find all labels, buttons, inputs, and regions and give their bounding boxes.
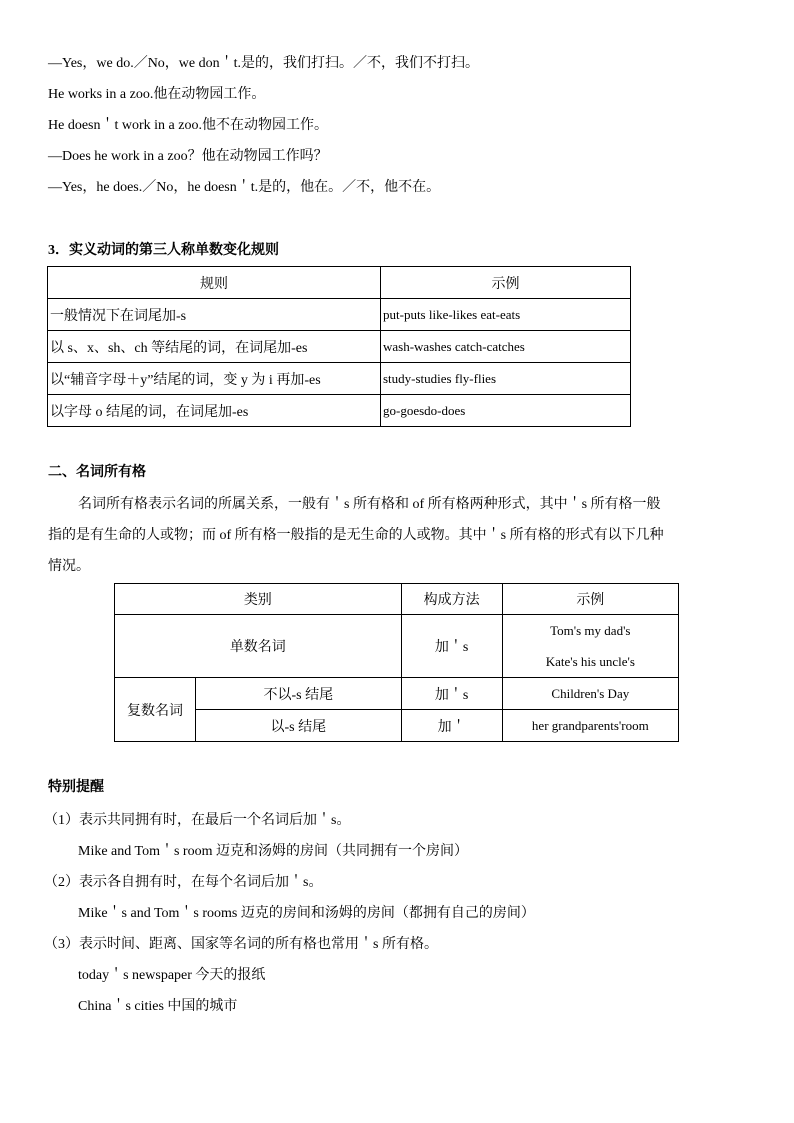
table-row — [115, 615, 679, 678]
header-category: 类别 — [115, 584, 402, 615]
example-line: Tom's my dad's — [550, 623, 631, 638]
reminder-example: China＇s cities 中国的城市 — [78, 999, 238, 1014]
rule-cell: 一般情况下在词尾加-s — [48, 299, 381, 331]
table-header-row — [48, 267, 631, 299]
example-line: —Does he work in a zoo？他在动物园工作吗？ — [48, 149, 328, 164]
table-row — [48, 299, 631, 331]
table-row — [115, 678, 679, 710]
table-row — [48, 363, 631, 395]
reminder-item: （1）表示共同拥有时，在最后一个名词后加＇s。 — [44, 813, 351, 828]
rule-cell: 以字母 o 结尾的词，在词尾加-es — [48, 395, 381, 427]
example-line: Kate's his uncle's — [545, 654, 635, 669]
example-cell: Children's Day — [502, 678, 678, 710]
reminder-example: today＇s newspaper 今天的报纸 — [78, 968, 266, 983]
method-cell: 加＇s — [401, 678, 502, 710]
example-cell — [502, 615, 678, 678]
reminder-example: Mike and Tom＇s room 迈克和汤姆的房间（共同拥有一个房间） — [78, 844, 468, 859]
table-row — [48, 395, 631, 427]
paragraph-line: 名词所有格表示名词的所属关系，一般有＇s 所有格和 of 所有格两种形式，其中＇s 所有格一般 — [78, 497, 661, 512]
possessive-paragraph — [48, 489, 748, 582]
category-singular: 单数名词 — [115, 615, 402, 678]
example-line: —Yes，we do.／No，we don＇t.是的，我们打扫。／不，我们不打扫。 — [48, 56, 480, 71]
table-row — [48, 331, 631, 363]
header-method: 构成方法 — [401, 584, 502, 615]
example-line: —Yes，he does.／No，he doesn＇t.是的，他在。／不，他不在。 — [48, 180, 441, 195]
third-person-rules-table — [47, 266, 631, 427]
paragraph-line: 情况。 — [48, 559, 90, 574]
example-line: He doesn＇t work in a zoo.他不在动物园工作。 — [48, 118, 328, 133]
rule-cell: 以 s、x、sh、ch 等结尾的词，在词尾加-es — [48, 331, 381, 363]
header-rule: 规则 — [48, 267, 381, 299]
method-cell: 加＇s — [401, 615, 502, 678]
example-cell: put-puts like-likes eat-eats — [381, 299, 631, 331]
example-cell: go-goesdo-does — [381, 395, 631, 427]
subcategory-cell: 以-s 结尾 — [196, 710, 402, 742]
example-line: He works in a zoo.他在动物园工作。 — [48, 87, 266, 102]
section-title: 3．实义动词的第三人称单数变化规则 — [48, 243, 279, 258]
category-plural: 复数名词 — [115, 678, 196, 742]
header-example: 示例 — [502, 584, 678, 615]
reminder-item: （3）表示时间、距离、国家等名词的所有格也常用＇s 所有格。 — [44, 937, 438, 952]
example-cell: study-studies fly-flies — [381, 363, 631, 395]
table-row — [115, 710, 679, 742]
section-title: 特别提醒 — [48, 780, 104, 795]
rule-cell: 以“辅音字母＋y”结尾的词，变 y 为 i 再加-es — [48, 363, 381, 395]
paragraph-line: 指的是有生命的人或物；而 of 所有格一般指的是无生命的人或物。其中＇s 所有格的形式有以下几种 — [48, 528, 664, 543]
reminder-item: （2）表示各自拥有时，在每个名词后加＇s。 — [44, 875, 323, 890]
reminder-example: Mike＇s and Tom＇s rooms 迈克的房间和汤姆的房间（都拥有自己的房间） — [78, 906, 535, 921]
table-header-row — [115, 584, 679, 615]
header-example: 示例 — [381, 267, 631, 299]
method-cell: 加＇ — [401, 710, 502, 742]
example-cell: her grandparents'room — [502, 710, 678, 742]
example-cell: wash-washes catch-catches — [381, 331, 631, 363]
possessive-table — [114, 583, 679, 742]
section-title: 二、名词所有格 — [48, 465, 146, 480]
subcategory-cell: 不以-s 结尾 — [196, 678, 402, 710]
